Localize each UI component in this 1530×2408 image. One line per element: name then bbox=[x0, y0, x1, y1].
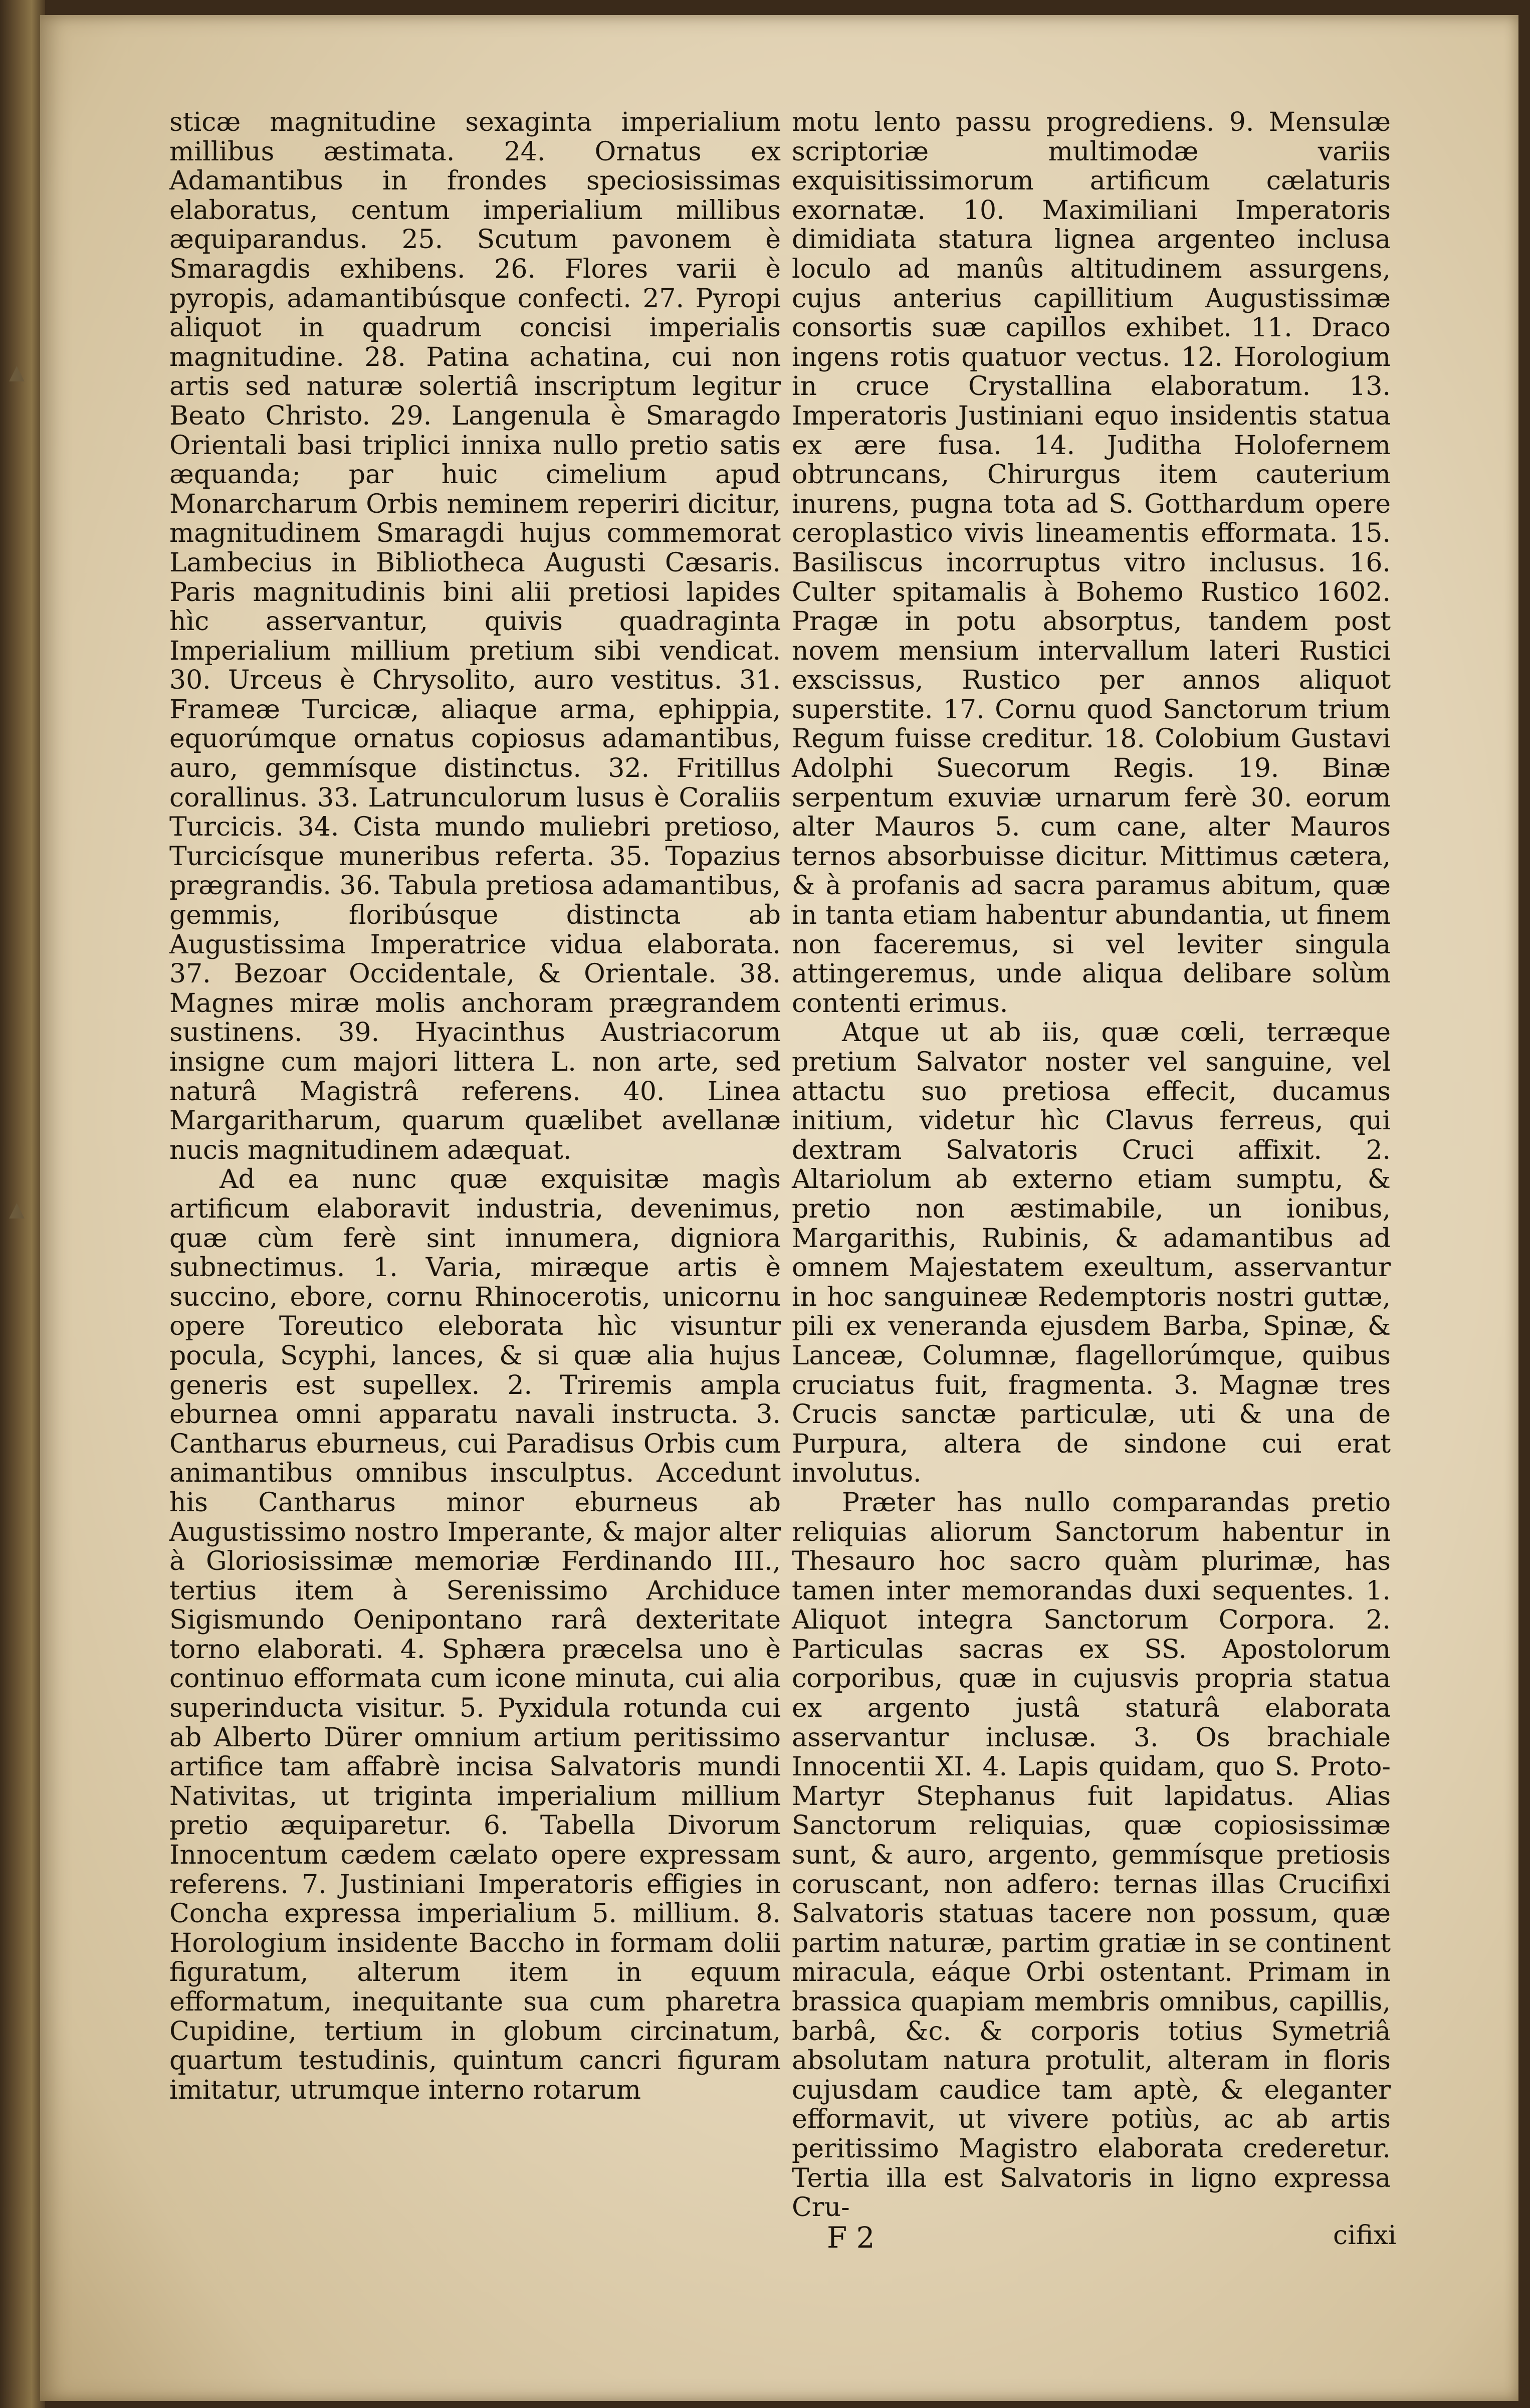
signature-mark: F 2 bbox=[827, 2221, 875, 2255]
margin-mark: ▲ bbox=[9, 361, 25, 384]
left-text-column bbox=[169, 108, 781, 2105]
paragraph: motu lento passu progrediens. 9. Mensulæ scriptoriæ multimodæ variis exquisitissimorum artificum cælaturis exornatæ. 10. Maximiliani Imperatoris dimidiata statura lignea argenteo inclusa loculo ad manûs altitudinem assurgens, cujus anterius capillitium Augustissimæ consortis suæ capillos exhibet. 11. Draco ingens rotis quatuor vectus. 12. Horologium in cruce Crystallina elaboratum. 13. Imperatoris Justiniani equo insidentis statua ex ære fusa. 14. Juditha Holofernem obtruncans, Chirurgus item cauterium inurens, pugna tota ad S. Gotthardum opere ceroplastico vivis lineamentis efformata. 15. Basiliscus incorruptus vitro inclusus. 16. Culter spitamalis à Bohemo Rustico 1602. Pragæ in potu absorptus, tandem post novem mensium intervallum lateri Rustici exscissus, Rustico per annos aliquot superstite. 17. Cornu quod Sanctorum trium Regum fuisse creditur. 18. Colobium Gustavi Adolphi Suecorum Regis. 19. Binæ serpentum exuviæ urnarum ferè 30. eorum alter Mauros 5. cum cane, alter Mauros ternos absorbuisse dicitur. Mittimus cætera, & à profanis ad sacra paramus abitum, quæ in tanta etiam habentur abundantia, ut finem non faceremus, si vel leviter singula attingeremus, unde aliqua delibare solùm contenti erimus. bbox=[792, 107, 1391, 1019]
margin-mark: ▲ bbox=[9, 1198, 25, 1221]
paragraph: Atque ut ab iis, quæ cœli, terræque pretium Salvator noster vel sanguine, vel attactu suo pretiosa effecit, ducamus initium, videtur hìc Clavus ferreus, qui dextram Salvatoris Cruci affixit. 2. Altariolum ab externo etiam sumptu, & pretio non æstimabile, un ionibus, Margarithis, Rubinis, & adamantibus ad omnem Majestatem exeultum, asservantur in hoc sanguineæ Redemptoris nostri guttæ, pili ex veneranda ejusdem Barba, Spinæ, & Lanceæ, Columnæ, flagellorúmque, quibus cruciatus fuit, fragmenta. 3. Magnæ tres Crucis sanctæ particulæ, uti & una de Purpura, altera de sindone cui erat involutus. bbox=[792, 1018, 1391, 1489]
paragraph: sticæ magnitudine sexaginta imperialium millibus æstimata. 24. Ornatus ex Adamantibus in frondes speciosissimas elaboratus, centum imperialium millibus æquiparandus. 25. Scutum pavonem è Smaragdis exhibens. 26. Flores varii è pyropis, adamantibúsque confecti. 27. Pyropi aliquot in quadrum concisi imperialis magnitudine. 28. Patina achatina, cui non artis sed naturæ solertiâ inscriptum legitur Beato Christo. 29. Langenula è Smaragdo Orientali basi triplici innixa nullo pretio satis æquanda; par huic cimelium apud Monarcharum Orbis neminem reperiri dicitur, magnitudinem Smaragdi hujus commemorat Lambecius in Bibliotheca Augusti Cæsaris. Paris magnitudinis bini alii pretiosi lapides hìc asservantur, quivis quadraginta Imperialium millium pretium sibi vendicat. 30. Urceus è Chrysolito, auro vestitus. 31. Frameæ Turcicæ, aliaque arma, ephippia, equorúmque ornatus copiosus adamantibus, auro, gemmísque distinctus. 32. Fritillus corallinus. 33. Latrunculorum lusus è Coraliis Turcicis. 34. Cista mundo muliebri pretioso, Turcicísque muneribus referta. 35. Topazius prægrandis. 36. Tabula pretiosa adamantibus, gemmis, floribúsque distincta ab Augustissima Imperatrice vidua elaborata. 37. Bezoar Occidentale, & Orientale. 38. Magnes miræ molis anchoram prægrandem sustinens. 39. Hyacinthus Austriacorum insigne cum majori littera L. non arte, sed naturâ Magistrâ referens. 40. Linea Margaritharum, quarum quælibet avellanæ nucis magnitudinem adæquat. bbox=[169, 107, 781, 1165]
paragraph: Ad ea nunc quæ exquisitæ magìs artificum elaboravit industria, devenimus, quæ cùm ferè sint innumera, digniora subnectimus. 1. Varia, miræque artis è succino, ebore, cornu Rhinocerotis, unicornu opere Toreutico eleborata hìc visuntur pocula, Scyphi, lances, & si quæ alia hujus generis est supellex. 2. Triremis ampla eburnea omni apparatu navali instructa. 3. Cantharus eburneus, cui Paradisus Orbis cum animantibus omnibus insculptus. Accedunt his Cantharus minor eburneus ab Augustissimo nostro Imperante, & major alter à Gloriosissimæ memoriæ Ferdinando III., tertius item à Serenissimo Archiduce Sigismundo Oenipontano rarâ dexteritate torno elaborati. 4. Sphæra præcelsa uno è continuo efformata cum icone minuta, cui alia superinducta visitur. 5. Pyxidula rotunda cui ab Alberto Dürer omnium artium peritissimo artifice tam affabrè incisa Salvatoris mundi Nativitas, ut triginta imperialium millium pretio æquiparetur. 6. Tabella Divorum Innocentum cædem cælato opere expressam referens. 7. Justiniani Imperatoris effigies in Concha expressa imperialium 5. millium. 8. Horologium insidente Baccho in formam dolii figuratum, alterum item in equum efformatum, inequitante sua cum pharetra Cupidine, tertium in globum circinatum, quartum testudinis, quintum cancri figuram imitatur, utrumque interno rotarum bbox=[169, 1164, 781, 2105]
catchword: cifixi bbox=[1333, 2221, 1397, 2251]
right-text-column bbox=[792, 108, 1391, 2223]
paragraph: Præter has nullo comparandas pretio reliquias aliorum Sanctorum habentur in Thesauro hoc sacro quàm plurimæ, has tamen inter memorandas duxi sequentes. 1. Aliquot integra Sanctorum Corpora. 2. Particulas sacras ex SS. Apostolorum corporibus, quæ in cujusvis propria statua ex argento justâ staturâ elaborata asservantur inclusæ. 3. Os brachiale Innocentii XI. 4. Lapis quidam, quo S. Proto-Martyr Stephanus fuit lapidatus. Alias Sanctorum reliquias, quæ copiosissimæ sunt, & auro, argento, gemmísque pretiosis coruscant, non adfero: ternas illas Crucifixi Salvatoris statuas tacere non possum, quæ partim naturæ, partim gratiæ in se continent miracula, eáque Orbi ostentant. Primam in brassica quapiam membris omnibus, capillis, barbâ, &c. & corporis totius Symetriâ absolutam natura protulit, alteram in floris cujusdam caudice tam aptè, & eleganter efformavit, ut vivere potiùs, ac ab artis peritissimo Magistro elaborata crederetur. Tertia illa est Salvatoris in ligno expressa Cru- bbox=[792, 1487, 1391, 2223]
